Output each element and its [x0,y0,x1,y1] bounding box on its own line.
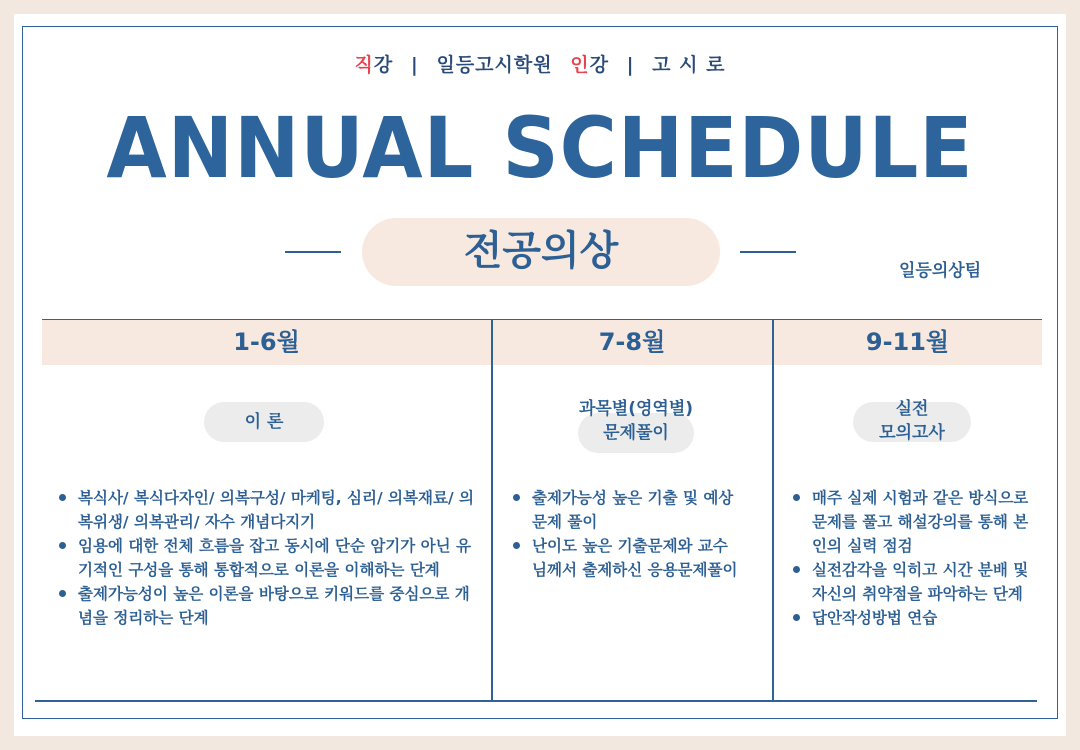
list-item: 답안작성방법 연습 [790,606,1038,630]
item-list-theory [56,486,481,630]
period-header-1: 1-6월 [233,328,300,356]
column-divider-1 [491,319,493,701]
period-header-3: 9-11월 [865,328,950,356]
item-list-practice [510,486,740,582]
column-divider-2 [772,319,774,701]
subject-pill: 전공의상 [362,218,720,286]
subject-dash-left [285,251,341,253]
stage-label-practice-2: 문제풀이 [603,423,669,443]
list-item: 임용에 대한 전체 흐름을 잡고 동시에 단순 암기가 아닌 유기적인 구성을 통해 통합적으로 이론을 이해하는 단계 [56,534,481,582]
list-item: 매주 실제 시험과 같은 방식으로 문제를 풀고 해설강의를 통해 본인의 실력 점검 [790,486,1038,558]
brand-line [0,50,1080,77]
table-bottom-border [35,700,1037,702]
team-name: 일등의상팀 [899,261,982,281]
list-item: 출제가능성이 높은 이론을 바탕으로 키워드를 중심으로 개념을 정리하는 단계 [56,582,481,630]
list-item: 실전감각을 익히고 시간 분배 및 자신의 취약점을 파악하는 단계 [790,558,1038,606]
brand-red-char-2: 인 [570,54,590,76]
list-item: 복식사/ 복식다자인/ 의복구성/ 마케팅, 심리/ 의복재료/ 의복위생/ 의복관리/ 자수 개념다지기 [56,486,481,534]
stage-label-mock-1: 실전 [895,399,929,419]
page-title: ANNUAL SCHEDULE [106,100,974,198]
brand-academy: 일등고시학원 [436,54,553,76]
brand-gosiro: 고 시 로 [652,54,726,76]
stage-label-theory: 이 론 [244,412,284,432]
brand-text-2: 강 [589,54,609,76]
brand-red-char-1: 직 [354,54,374,76]
list-item: 난이도 높은 기출문제와 교수님께서 출제하신 응용문제풀이 [510,534,740,582]
period-header-2: 7-8월 [598,328,666,356]
stage-label-practice-1: 과목별(영역별) [578,399,694,419]
list-item: 출제가능성 높은 기출 및 예상문제 풀이 [510,486,740,534]
brand-separator-2: | [626,54,635,76]
brand-text-1: 강 [373,54,394,76]
stage-label-mock-2: 모의고사 [879,423,945,443]
subject-dash-right [740,251,796,253]
item-list-mock [790,486,1038,630]
brand-separator-1: | [410,54,419,76]
